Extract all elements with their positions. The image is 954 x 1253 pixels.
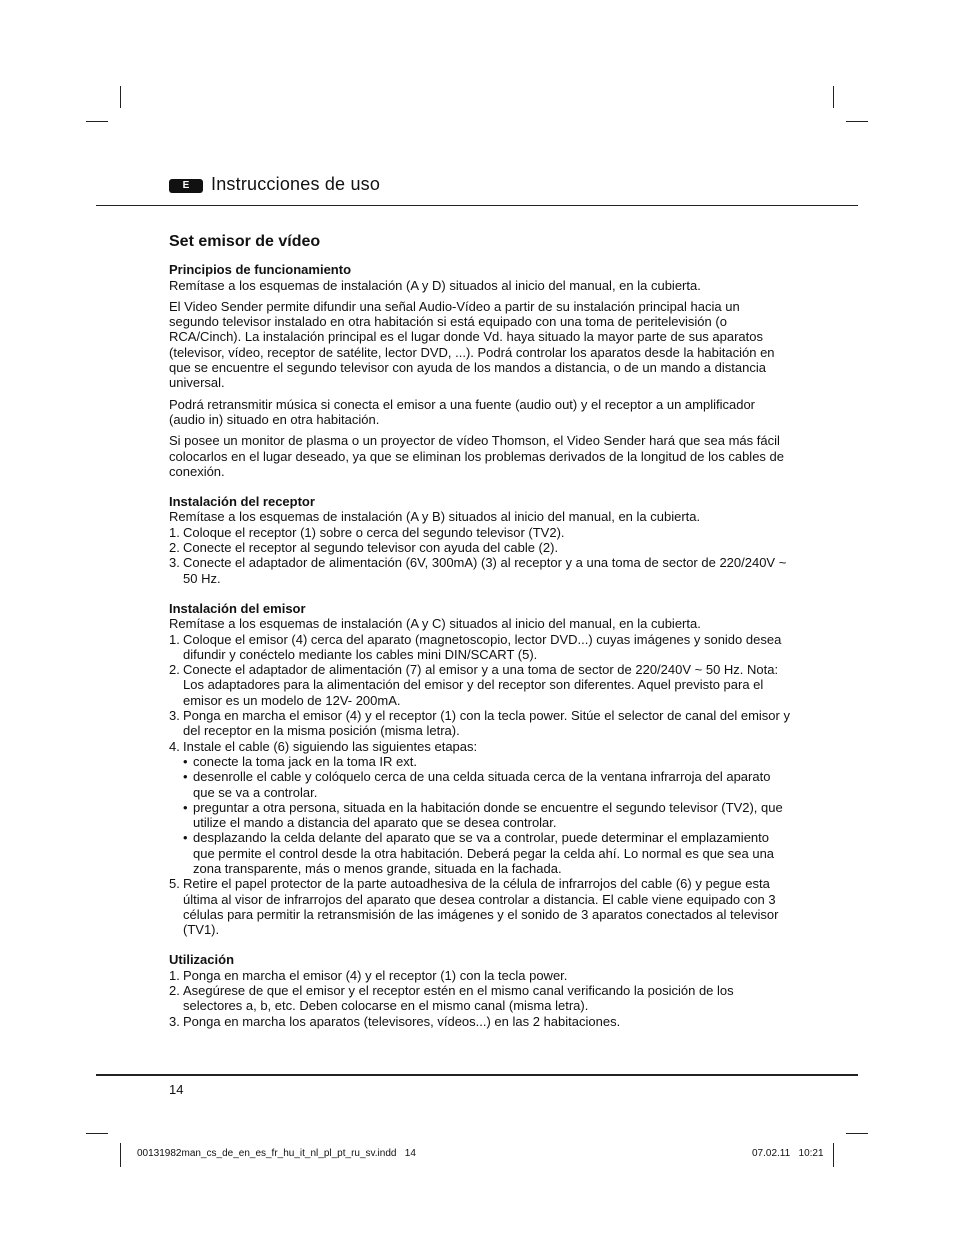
bullet-item: • conecte la toma jack en la toma IR ext. xyxy=(183,754,791,769)
list-number: 2. xyxy=(169,983,180,999)
section-title: Set emisor de vídeo xyxy=(169,233,321,250)
list-item-text: Ponga en marcha el emisor (4) y el receptor (1) con la tecla power. xyxy=(183,967,568,983)
numbered-list xyxy=(169,632,791,938)
print-slug-filename: 00131982man_cs_de_en_es_fr_hu_it_nl_pl_pt_ru_sv.indd 14 xyxy=(137,1148,416,1159)
paragraph: Remítase a los esquemas de instalación (A y B) situados al inicio del manual, en la cubierta. xyxy=(169,509,701,525)
list-item-text: Conecte el receptor al segundo televisor con ayuda del cable (2). xyxy=(183,540,559,556)
list-number: 2. xyxy=(169,662,180,678)
crop-mark xyxy=(833,86,834,108)
paragraph: Si posee un monitor de plasma o un proyector de vídeo Thomson, el Video Sender hará que sea más fácil colocarlos en el lugar deseado, ya que se eliminan los problemas derivados de la longitud de los cables de conexión. xyxy=(169,433,784,479)
list-item-text: Coloque el emisor (4) cerca del aparato (magnetoscopio, lector DVD...) cuyas imágenes y sonido desea difundir y conéctelo mediante los cables mini DIN/SCART (5). xyxy=(183,631,782,662)
subsection-heading: Principios de funcionamiento xyxy=(169,262,352,278)
bullet-list xyxy=(183,754,791,876)
list-number: 1. xyxy=(169,631,180,647)
list-item xyxy=(169,525,791,540)
crop-mark xyxy=(833,1143,834,1167)
list-number: 1. xyxy=(169,524,180,540)
numbered-list xyxy=(169,968,791,1029)
page-number: 14 xyxy=(169,1082,184,1097)
list-item xyxy=(169,968,791,983)
crop-mark xyxy=(120,1143,121,1167)
paragraph: Remítase a los esquemas de instalación (A y D) situados al inicio del manual, en la cubierta. xyxy=(169,277,701,293)
list-item-text: Retire el papel protector de la parte autoadhesiva de la célula de infrarrojos del cable (6) y pegue esta última al visor de infrarrojos del aparato que desea controlar a distancia. El cable viene equipado con 3 células para permitir la retransmisión de las imágenes y el sonido de 3 aparatos conectados al televisor (TV1). xyxy=(183,876,779,938)
numbered-list xyxy=(169,525,791,586)
list-item-text: Conecte el adaptador de alimentación (6V, 300mA) (3) al receptor y a una toma de sector de 220/240V ~ 50 Hz. xyxy=(183,555,787,586)
list-item xyxy=(169,876,791,937)
section-principios xyxy=(169,262,791,479)
list-number: 3. xyxy=(169,555,180,571)
bullet-item: • desenrolle el cable y colóquelo cerca de una celda situada cerca de la ventana infrarroja del aparato que se va a controlar. xyxy=(183,769,791,800)
crop-mark xyxy=(86,121,108,122)
subsection-heading: Utilización xyxy=(169,952,235,968)
list-item xyxy=(169,983,791,1014)
list-item xyxy=(169,540,791,555)
bullet-item: • desplazando la celda delante del aparato que se va a controlar, puede determinar el emplazamiento que permite el control desde la otra habitación. Deberá pegar la celda ahí. Lo normal es que sea una zona transparente, más o menos grande, situada en la fachada. xyxy=(183,830,791,876)
language-badge: E xyxy=(169,179,203,193)
section-utilizacion xyxy=(169,952,791,1028)
print-slug-date: 07.02.11 10:21 xyxy=(752,1148,824,1159)
main-content xyxy=(169,234,791,1044)
page-header-title: Instrucciones de uso xyxy=(211,174,381,194)
list-item xyxy=(169,1014,791,1029)
paragraph: Remítase a los esquemas de instalación (A y C) situados al inicio del manual, en la cubierta. xyxy=(169,616,701,632)
list-item-text: Ponga en marcha los aparatos (televisores, vídeos...) en las 2 habitaciones. xyxy=(183,1013,621,1029)
bullet-item: • preguntar a otra persona, situada en la habitación donde se encuentre el segundo televisor (TV2), que utilize el mando a distancia del aparato que se desea controlar. xyxy=(183,800,791,831)
subsection-heading: Instalación del receptor xyxy=(169,494,315,510)
list-number: 4. xyxy=(169,738,180,754)
crop-mark xyxy=(120,86,121,108)
crop-mark xyxy=(846,121,868,122)
crop-mark xyxy=(846,1133,868,1134)
paragraph: El Video Sender permite difundir una señal Audio-Vídeo a partir de su instalación principal hacia un segundo televisor instalado en otra habitación si está equipado con una toma de peritelevisión (o RCA/Cinch). La instalación principal es el lugar donde Vd. haya situado la mayor parte de sus aparatos (televisor, vídeo, receptor de satélite, lector DVD, ...). Podrá controlar los aparatos desde la habitación en que se encuentre el segundo televisor con ayuda de los mandos a distancia, o de un mando a distancia universal. xyxy=(169,298,775,391)
crop-mark xyxy=(86,1133,108,1134)
list-number: 3. xyxy=(169,1013,180,1029)
header-divider xyxy=(96,205,858,206)
list-number: 3. xyxy=(169,708,180,724)
list-item-text: Ponga en marcha el emisor (4) y el receptor (1) con la tecla power. Sitúe el selector de canal del emisor y del receptor en la misma posición (misma letra). xyxy=(183,708,790,739)
list-item-text: Instale el cable (6) siguiendo las siguientes etapas: xyxy=(183,738,478,754)
list-number: 2. xyxy=(169,540,180,556)
list-item-text: Conecte el adaptador de alimentación (7) al emisor y a una toma de sector de 220/240V ~ 50 Hz. Nota: Los adaptadores para la alimentación del emisor y del receptor son diferentes. Aquel previsto para el emisor es un modelo de 12V- 200mA. xyxy=(183,662,779,708)
list-item-text: Asegúrese de que el emisor y el receptor estén en el mismo canal verificando la posición de los selectores a, b, etc. Deben colocarse en el mismo canal (misma letra). xyxy=(183,983,734,1014)
footer-divider xyxy=(96,1074,858,1076)
list-item xyxy=(169,739,791,877)
paragraph: Podrá retransmitir música si conecta el emisor a una fuente (audio out) y el receptor a un amplificador (audio in) situado en otra habitación. xyxy=(169,396,756,427)
subsection-heading: Instalación del emisor xyxy=(169,600,306,616)
list-number: 1. xyxy=(169,967,180,983)
list-item xyxy=(169,632,791,663)
list-item xyxy=(169,708,791,739)
list-item xyxy=(169,662,791,708)
section-receptor xyxy=(169,494,791,586)
list-number: 5. xyxy=(169,876,180,892)
list-item-text: Coloque el receptor (1) sobre o cerca del segundo televisor (TV2). xyxy=(183,524,565,540)
list-item xyxy=(169,555,791,586)
section-emisor xyxy=(169,601,791,938)
